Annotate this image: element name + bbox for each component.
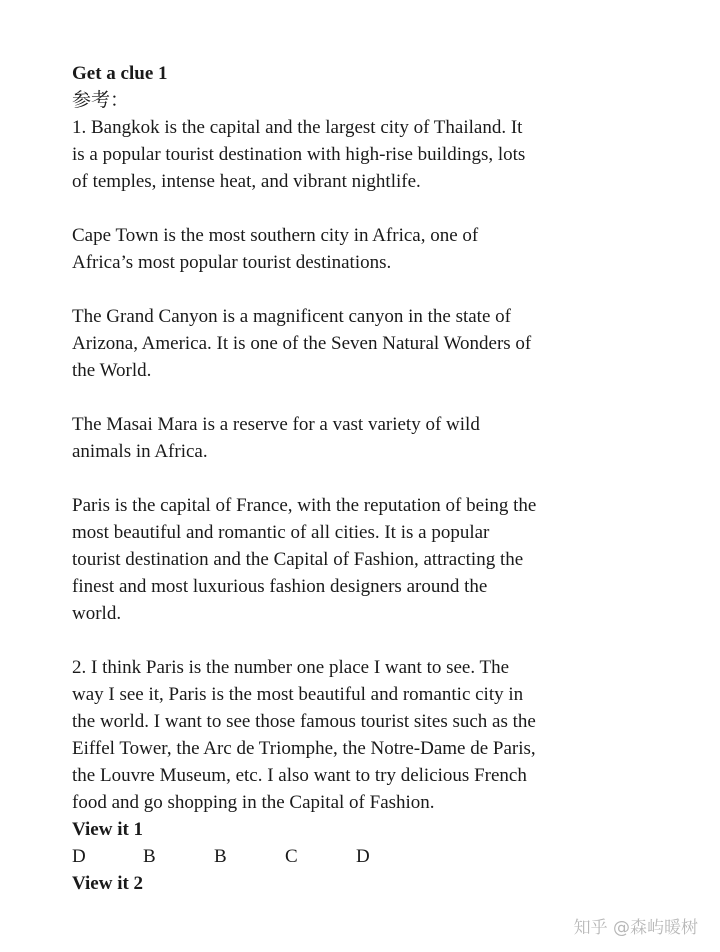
text-line: is a popular tourist destination with high-rise buildings, lots xyxy=(72,144,526,165)
text-line: the world. I want to see those famous tourist sites such as the xyxy=(72,711,536,732)
text-line: tourist destination and the Capital of Fashion, attracting the xyxy=(72,549,524,570)
text-line: world. xyxy=(72,603,122,624)
paragraph-gap xyxy=(72,465,672,492)
paragraph-bangkok xyxy=(72,114,672,195)
text-line: Africa’s most popular tourist destinations. xyxy=(72,252,392,273)
text-line: way I see it, Paris is the most beautiful and romantic city in xyxy=(72,684,524,705)
section-heading-view-it-1: View it 1 xyxy=(72,819,144,840)
paragraph-gap xyxy=(72,195,672,222)
text-line: The Grand Canyon is a magnificent canyon in the state of xyxy=(72,306,511,327)
answer-item: D xyxy=(356,846,370,867)
paragraph-gap xyxy=(72,276,672,303)
text-line: The Masai Mara is a reserve for a vast variety of wild xyxy=(72,414,480,435)
text-line: Eiffel Tower, the Arc de Triomphe, the Notre-Dame de Paris, xyxy=(72,738,536,759)
paragraph-grand-canyon xyxy=(72,303,672,384)
section-heading-get-a-clue: Get a clue 1 xyxy=(72,63,168,84)
text-line: Cape Town is the most southern city in Africa, one of xyxy=(72,225,479,246)
watermark: 知乎 @森屿暖树 xyxy=(573,918,698,938)
text-line: the World. xyxy=(72,360,152,381)
text-line: animals in Africa. xyxy=(72,441,208,462)
answer-row xyxy=(72,843,672,870)
paragraph-paris xyxy=(72,492,672,627)
answer-item: B xyxy=(143,846,156,867)
text-line: food and go shopping in the Capital of Fashion. xyxy=(72,792,435,813)
section-heading-view-it-2: View it 2 xyxy=(72,873,144,894)
paragraph-answer-2 xyxy=(72,654,672,816)
text-line: Paris is the capital of France, with the reputation of being the xyxy=(72,495,537,516)
paragraph-gap xyxy=(72,384,672,411)
answer-item: B xyxy=(214,846,227,867)
paragraph-cape-town xyxy=(72,222,672,276)
text-line: the Louvre Museum, etc. I also want to try delicious French xyxy=(72,765,527,786)
text-line: most beautiful and romantic of all cities. It is a popular xyxy=(72,522,490,543)
text-line: finest and most luxurious fashion designers around the xyxy=(72,576,488,597)
answer-item: D xyxy=(72,846,86,867)
text-line: 1. Bangkok is the capital and the largest city of Thailand. It xyxy=(72,117,523,138)
answer-item: C xyxy=(285,846,298,867)
document-page xyxy=(72,60,672,897)
reference-label: 参考： xyxy=(72,90,130,111)
text-line: 2. I think Paris is the number one place I want to see. The xyxy=(72,657,510,678)
paragraph-masai-mara xyxy=(72,411,672,465)
text-line: Arizona, America. It is one of the Seven Natural Wonders of xyxy=(72,333,532,354)
paragraph-gap xyxy=(72,627,672,654)
text-line: of temples, intense heat, and vibrant nightlife. xyxy=(72,171,421,192)
